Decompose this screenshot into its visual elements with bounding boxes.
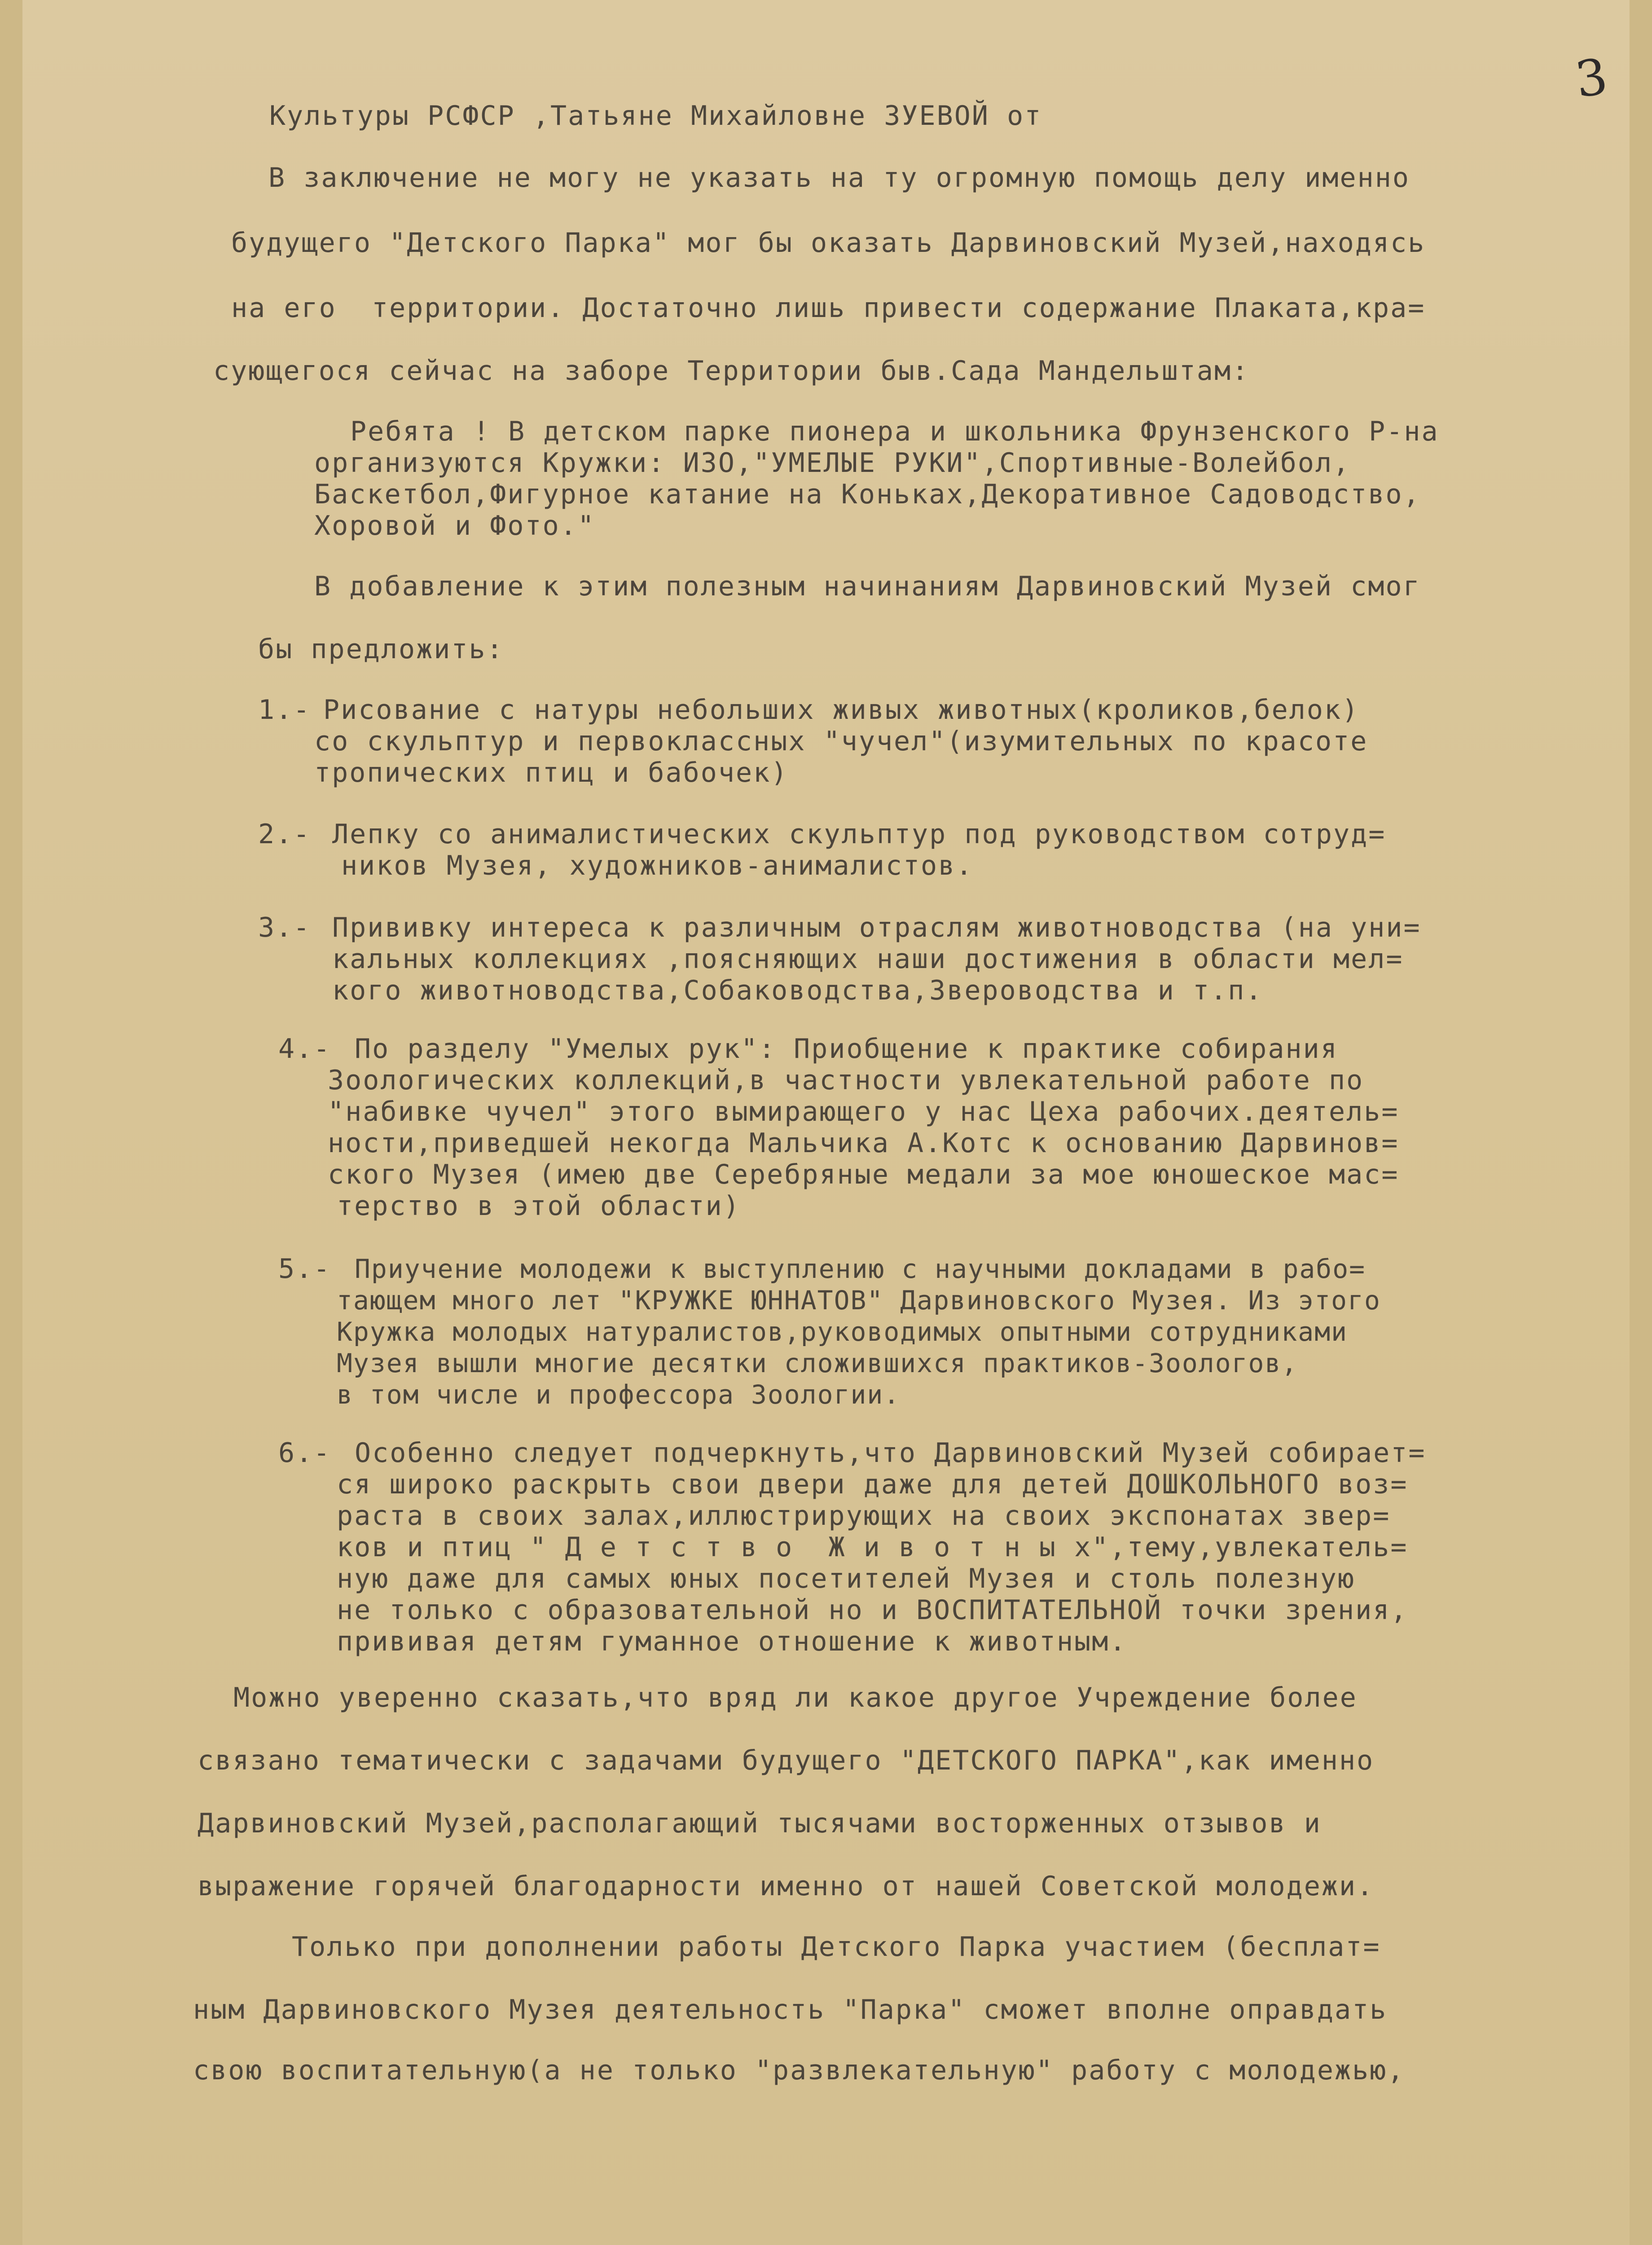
item-line: со скульптур и первоклассных "чучел"(изумительных по красоте xyxy=(314,726,1368,757)
intro-line: на его территории. Достаточно лишь привести содержание Плаката,кра= xyxy=(231,292,1426,324)
poster-quote-line: Баскетбол,Фигурное катание на Коньках,Декоративное Садоводство, xyxy=(314,479,1421,510)
page-number: 3 xyxy=(1572,47,1611,109)
item-line: ского Музея (имею две Серебряные медали за мое юношеское мас= xyxy=(328,1159,1399,1190)
item-number: 1.- xyxy=(258,694,311,726)
item-line: ся широко раскрыть свои двери даже для детей ДОШКОЛЬНОГО воз= xyxy=(337,1469,1408,1500)
item-line: тающем много лет "КРУЖКЕ ЮННАТОВ" Дарвиновского Музея. Из этого xyxy=(337,1285,1381,1316)
item-line: По разделу "Умелых рук": Приобщение к практике собирания xyxy=(355,1033,1338,1065)
item-line: Зоологических коллекций,в частности увлекательной работе по xyxy=(328,1065,1364,1096)
item-line: терство в этой области) xyxy=(337,1190,741,1222)
item-number: 3.- xyxy=(258,912,311,943)
poster-quote-line: Ребята ! В детском парке пионера и школьника Фрунзенского Р-на xyxy=(350,416,1439,447)
item-line: прививая детям гуманное отношение к животным. xyxy=(337,1626,1127,1657)
left-page-edge xyxy=(0,0,22,2245)
item-line: "набивке чучел" этого вымирающего у нас Цеха рабочих.деятель= xyxy=(328,1096,1399,1127)
item-line: не только с образовательной но и ВОСПИТАТЕЛЬНОЙ точки зрения, xyxy=(337,1594,1408,1626)
heading-line: Культуры РСФСР ,Татьяне Михайловне ЗУЕВОЙ от xyxy=(269,100,1042,132)
item-line: Особенно следует подчеркнуть,что Дарвиновский Музей собирает= xyxy=(355,1437,1426,1469)
item-line: тропических птиц и бабочек) xyxy=(314,757,789,788)
item-line: в том числе и профессора Зоологии. xyxy=(337,1379,901,1410)
item-line: Приучение молодежи к выступлению с научными докладами в рабо= xyxy=(355,1254,1366,1284)
closing-line: Дарвиновский Музей,располагающий тысячами восторженных отзывов и xyxy=(198,1808,1322,1839)
item-line: кальных коллекциях ,поясняющих наши достижения в области мел= xyxy=(332,943,1404,975)
item-number: 5.- xyxy=(278,1253,331,1285)
item-line: Кружка молодых натуралистов,руководимых опытными сотрудниками xyxy=(337,1316,1348,1347)
item-line: ную даже для самых юных посетителей Музея и столь полезную xyxy=(337,1563,1356,1594)
item-line: кого животноводства,Собаководства,Звероводства и т.п. xyxy=(332,975,1263,1006)
item-number: 6.- xyxy=(278,1437,331,1469)
closing-line: Только при дополнении работы Детского Парка участием (бесплат= xyxy=(292,1931,1381,1963)
item-line: раста в своих залах,иллюстрирующих на своих экспонатах звер= xyxy=(337,1500,1391,1532)
addition-line: бы предложить: xyxy=(258,634,504,665)
poster-quote-line: Хоровой и Фото." xyxy=(314,510,595,541)
item-line: ков и птиц " Д е т с т в о Ж и в о т н ы х",тему,увлекатель= xyxy=(337,1532,1408,1563)
right-page-edge xyxy=(1630,0,1652,2245)
closing-line: свою воспитательную(а не только "развлекательную" работу с молодежью, xyxy=(193,2055,1405,2086)
item-line: Лепку со анималистических скульптур под руководством сотруд= xyxy=(332,819,1386,850)
closing-line: выражение горячей благодарности именно от нашей Советской молодежи. xyxy=(198,1871,1375,1902)
item-number: 2.- xyxy=(258,819,311,850)
intro-line: В заключение не могу не указать на ту огромную помощь делу именно xyxy=(268,162,1410,194)
item-line: Прививку интереса к различным отраслям животноводства (на уни= xyxy=(332,912,1421,943)
item-line: Рисование с натуры небольших живых животных(кроликов,белок) xyxy=(323,694,1360,726)
intro-line: будущего "Детского Парка" мог бы оказать Дарвиновский Музей,находясь xyxy=(231,227,1426,259)
closing-line: Можно уверенно сказать,что вряд ли какое другое Учреждение более xyxy=(233,1682,1358,1713)
item-number: 4.- xyxy=(278,1033,331,1065)
poster-quote-line: организуются Кружки: ИЗО,"УМЕЛЫЕ РУКИ",Спортивные-Волейбол, xyxy=(314,447,1351,479)
item-line: ности,приведшей некогда Мальчика А.Котс к основанию Дарвинов= xyxy=(328,1127,1399,1159)
intro-line: сующегося сейчас на заборе Территории быв.Сада Мандельштам: xyxy=(213,355,1250,387)
closing-line: связано тематически с задачами будущего "ДЕТСКОГО ПАРКА",как именно xyxy=(198,1745,1375,1776)
item-line: ников Музея, художников-анималистов. xyxy=(341,850,974,881)
addition-line: В добавление к этим полезным начинаниям Дарвиновский Музей смог xyxy=(314,571,1421,602)
closing-line: ным Дарвиновского Музея деятельность "Парка" сможет вполне оправдать xyxy=(193,1994,1388,2025)
item-line: Музея вышли многие десятки сложившихся практиков-Зоологов, xyxy=(337,1348,1298,1378)
